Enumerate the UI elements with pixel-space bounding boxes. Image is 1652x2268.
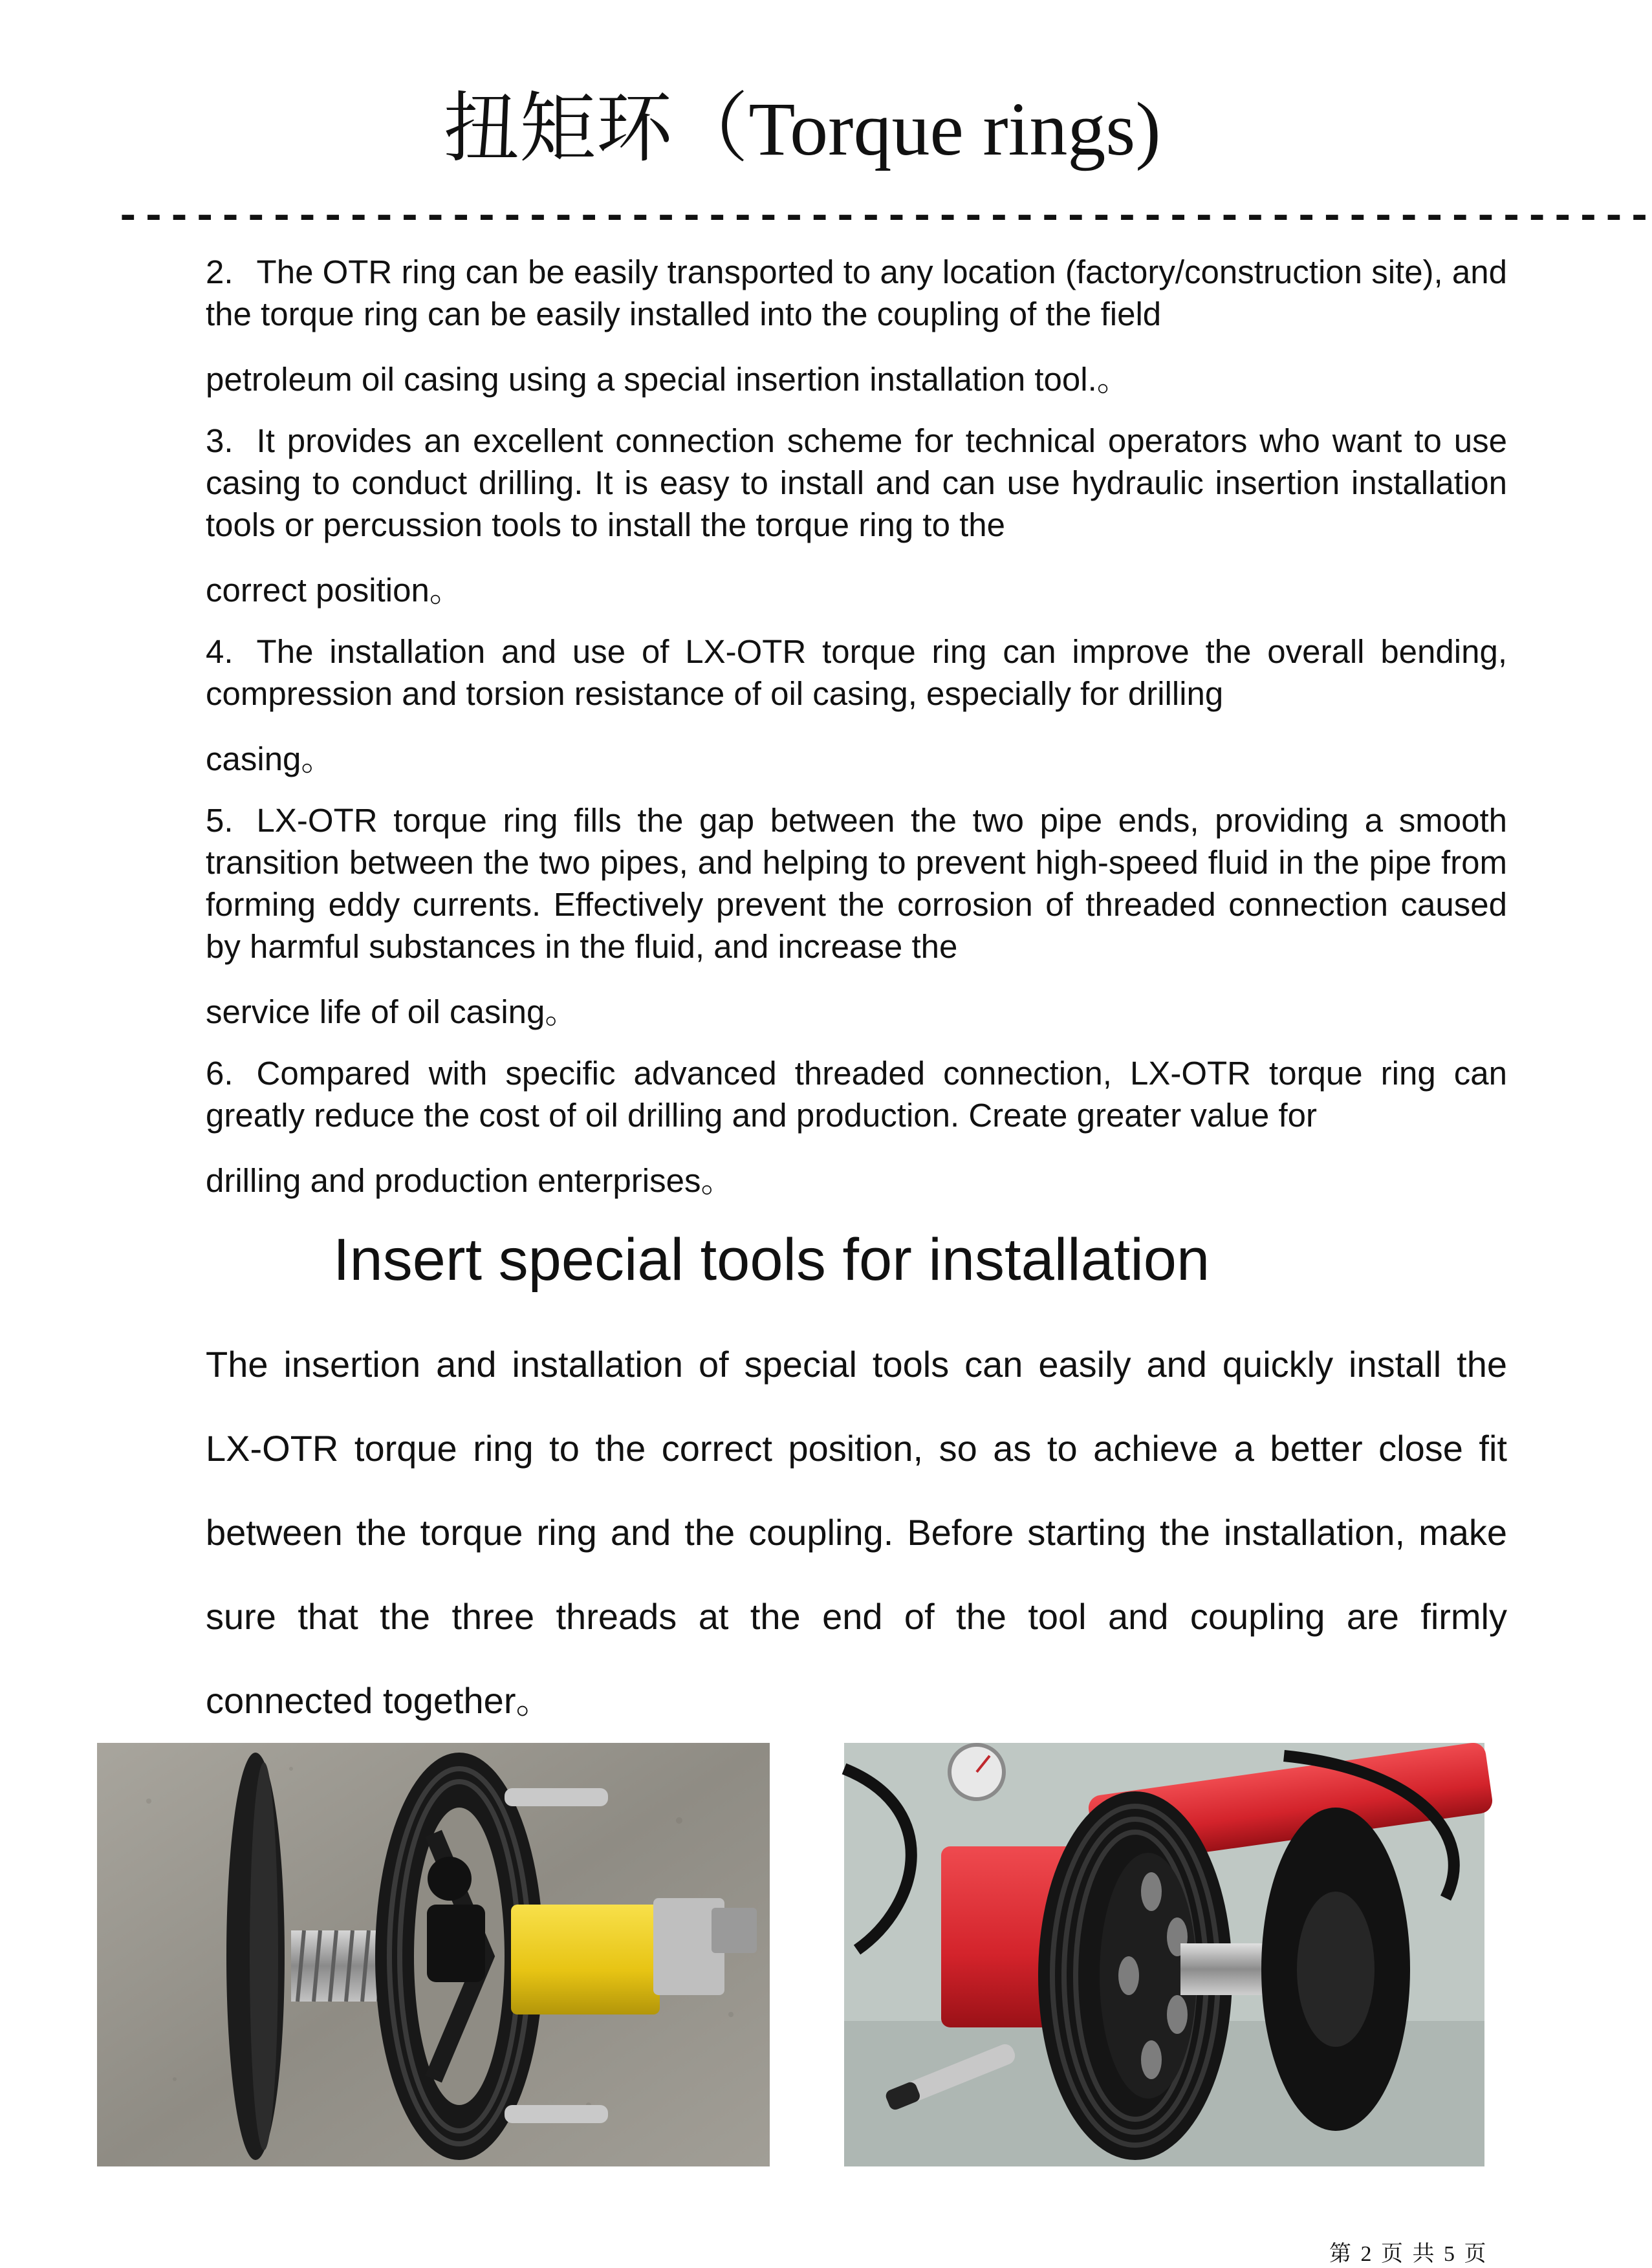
insertion-tool-illustration [97,1743,770,2166]
item-number: 5. [206,802,234,839]
item-text: The OTR ring can be easily transported to any location (factory/construction site), and the torque ring can be easily installed into the coupling of the field [206,254,1507,332]
hydraulic-pump-illustration [844,1743,1484,2166]
section-heading: Insert special tools for installation [333,1227,1210,1293]
item-text: LX-OTR torque ring fills the gap between the two pipe ends, providing a smooth transition between the two pipes, and helping to prevent high-speed fluid in the pipe from forming eddy currents. Effectively prevent the corrosion of threaded connection caused by harmful substances in the fluid, and increase the [206,802,1507,965]
list-item [206,251,1507,400]
list-item [206,1052,1507,1202]
item-text-tail: drilling and production enterprises。 [206,1162,734,1199]
item-text-tail: petroleum oil casing using a special insertion installation tool.。 [206,361,1130,398]
photo-insertion-tool [97,1743,770,2166]
header-divider: ------------------------------------------------------------ [115,193,1652,241]
item-text: Compared with specific advanced threaded connection, LX-OTR torque ring can greatly reduce the cost of oil drilling and production. Create greater value for [206,1055,1507,1134]
list-item [206,631,1507,780]
item-text-tail: service life of oil casing。 [206,993,578,1030]
list-item [206,799,1507,1033]
item-number: 2. [206,254,234,290]
item-number: 3. [206,422,234,459]
photo-hydraulic-pump [844,1743,1484,2166]
item-text-tail: correct position。 [206,572,462,609]
page-number: 第 2 页 共 5 页 [1329,2242,1486,2266]
item-text-tail: casing。 [206,740,334,777]
item-number: 6. [206,1055,234,1092]
page-title: 扭矩环（Torque rings) [443,87,1161,171]
feature-list [206,251,1507,1221]
list-item [206,420,1507,611]
item-text: It provides an excellent connection scheme for technical operators who want to use casing to conduct drilling. It is easy to install and can use hydraulic insertion installation tools or percussion tools to install the torque ring to the [206,422,1507,543]
item-text: The installation and use of LX-OTR torque ring can improve the overall bending, compression and torsion resistance of oil casing, especially for drilling [206,633,1507,712]
section-body: The insertion and installation of special tools can easily and quickly install the LX-OTR torque ring to the correct position, so as to achieve a better close fit between the torque ring and the coupling. Before starting the installation, make sure that the three threads at the end of the tool and coupling are firmly connected together。 [206,1344,1507,1721]
item-number: 4. [206,633,234,670]
